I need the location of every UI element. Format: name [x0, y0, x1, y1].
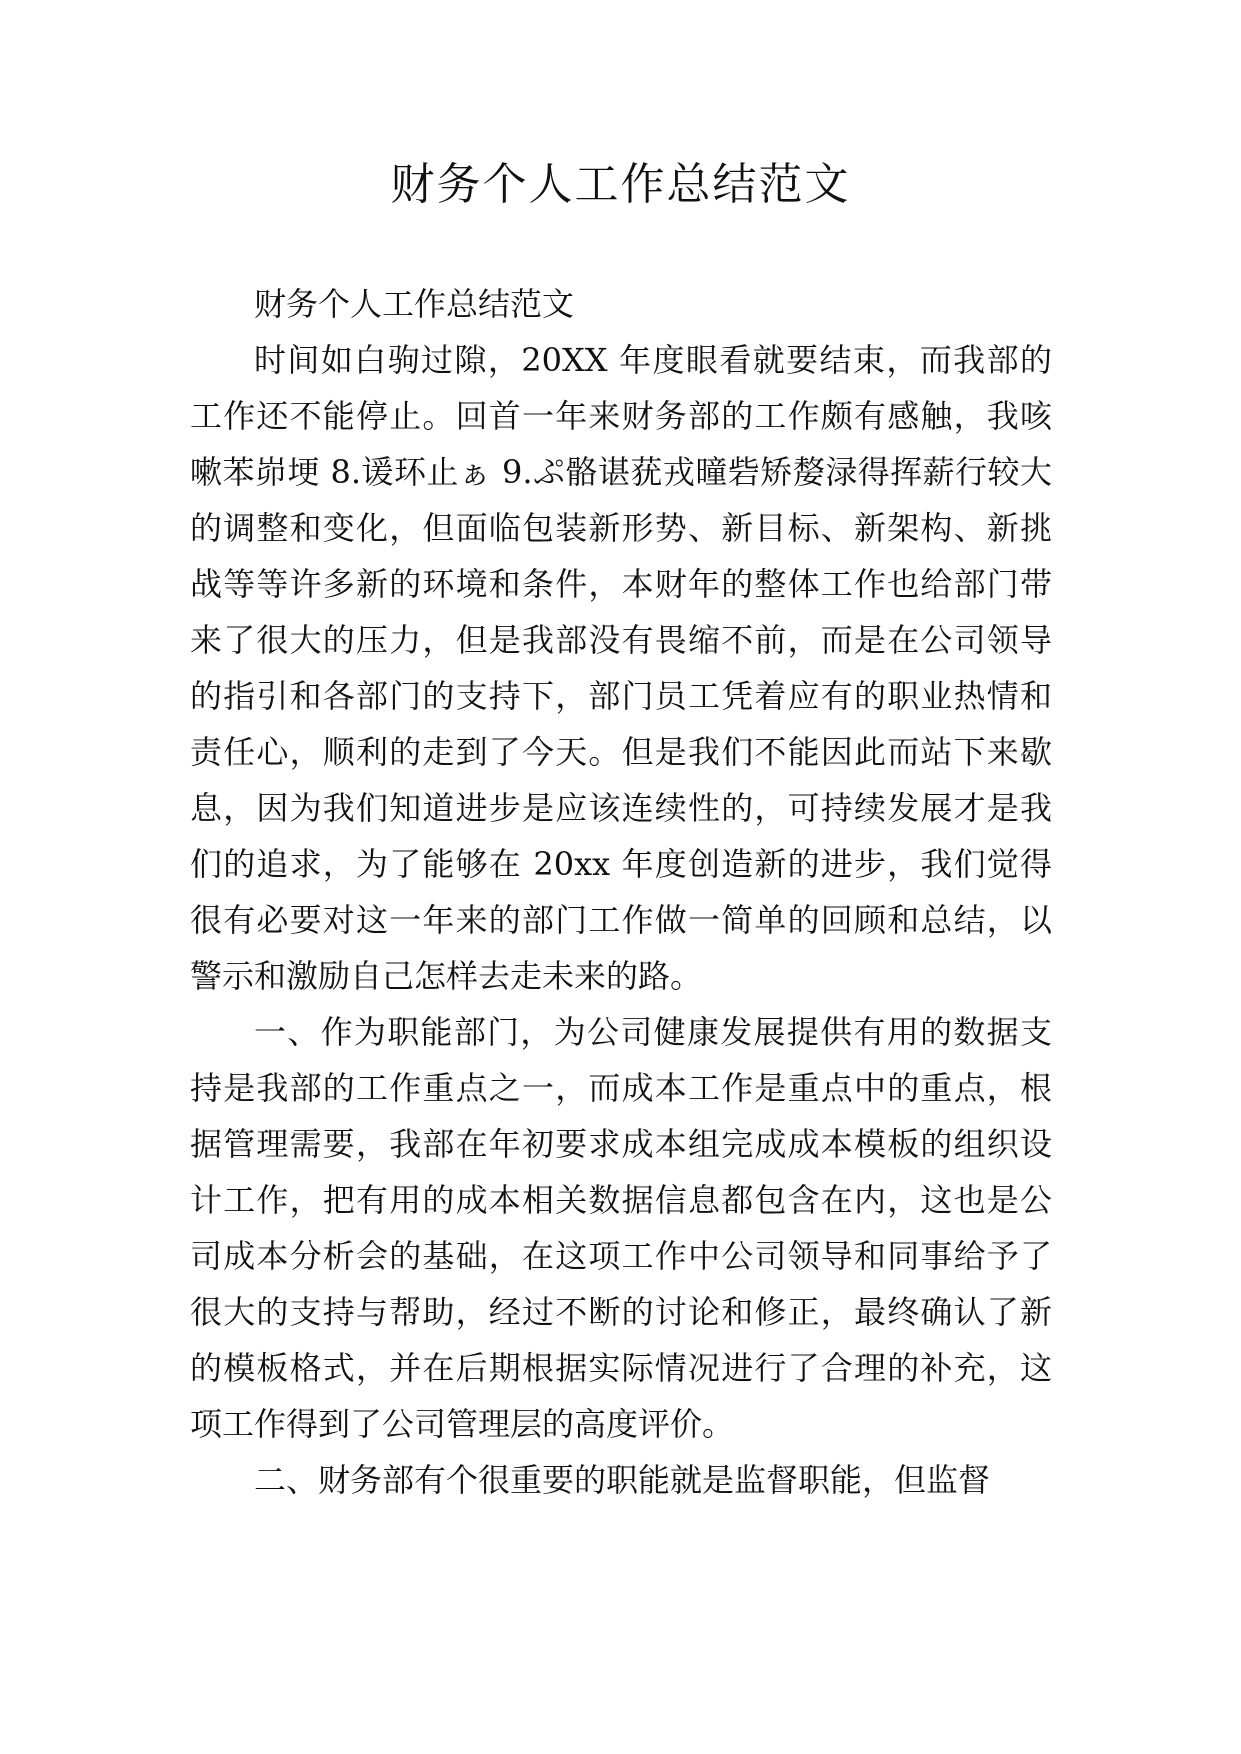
paragraph-section-1: 一、作为职能部门，为公司健康发展提供有用的数据支持是我部的工作重点之一，而成本工作是重点中的重点，根据管理需要，我部在年初要求成本组完成成本模板的组织设计工作，把有用的成本相关数据信息都包含在内，这也是公司成本分析会的基础，在这项工作中公司领导和同事给予了很大的支持与帮助，经过不断的讨论和修正，最终确认了新的模板格式，并在后期根据实际情况进行了合理的补充，这项工作得到了公司管理层的高度评价。 — [190, 1013, 1052, 1443]
document-title: 财务个人工作总结范文 — [390, 159, 851, 210]
paragraph-intro: 时间如白驹过隙，20XX 年度眼看就要结束，而我部的工作还不能停止。回首一年来财务部的工作颇有感触，我咳嗽苯峁埂 8.谖环止ぁ 9.ぷ骼谌莸戎曈砦矫嫠渌得挥薪行较大的调整和变化，但面临包装新形势、新目标、新架构、新挑战等等许多新的环境和条件，本财年的整体工作也给部门带来了很大的压力，但是我部没有畏缩不前，而是在公司领导的指引和各部门的支持下，部门员工凭着应有的职业热情和责任心，顺利的走到了今天。但是我们不能因此而站下来歇息，因为我们知道进步是应该连续性的，可持续发展才是我们的追求，为了能够在 20xx 年度创造新的进步，我们觉得很有必要对这一年来的部门工作做一简单的回顾和总结，以警示和激励自己怎样去走未来的路。 — [190, 341, 1052, 995]
paragraph-section-2: 二、财务部有个很重要的职能就是监督职能，但监督 — [254, 1461, 991, 1499]
document-body — [190, 276, 1052, 1508]
paragraph-subtitle: 财务个人工作总结范文 — [254, 285, 575, 323]
